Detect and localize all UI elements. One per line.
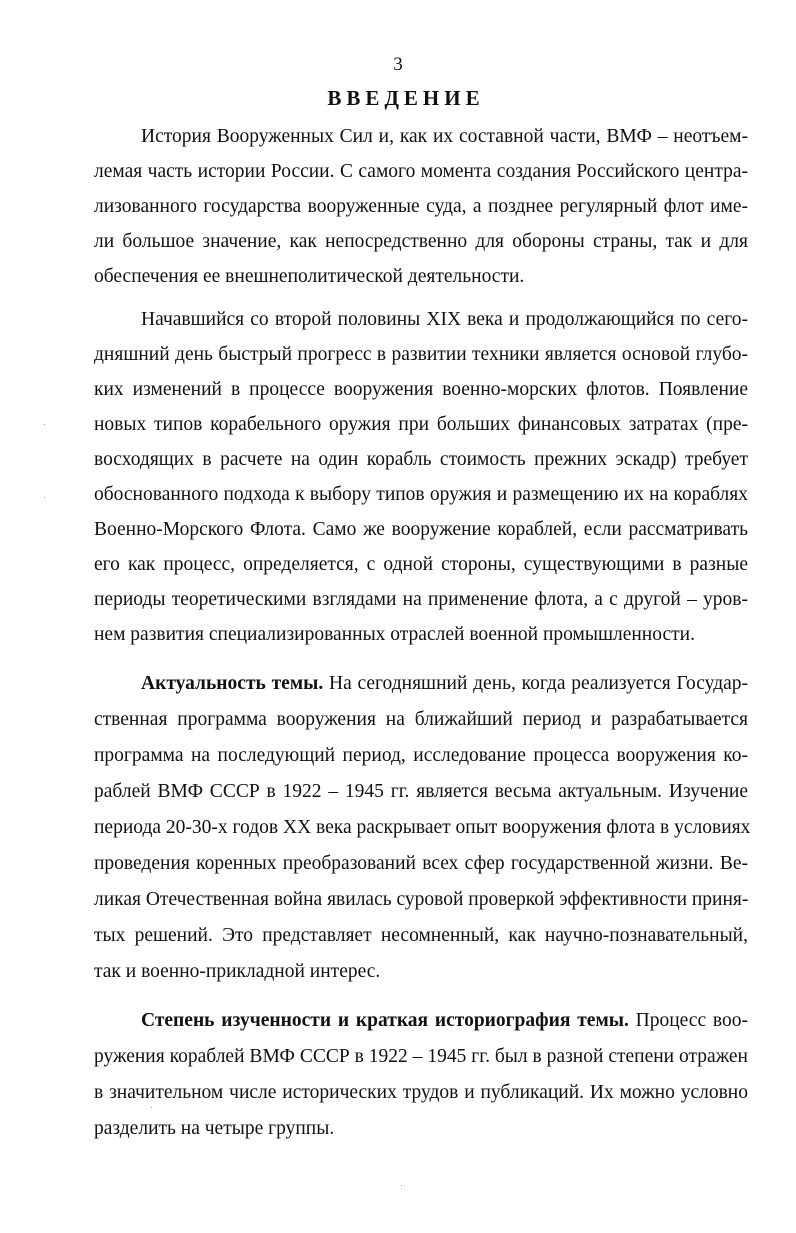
text-line: обоснованного подхода к выбору типов оружия и размещению их на кораблях <box>94 484 748 505</box>
section-heading: ВВЕДЕНИЕ <box>327 86 485 110</box>
text-line: обеспечения ее внешнеполитической деятельности. <box>94 266 525 287</box>
text-line: Степень изученности и краткая историография темы. Процесс воо- <box>141 1010 748 1031</box>
text-line: раблей ВМФ СССР в 1922 – 1945 гг. является весьма актуальным. Изучение <box>94 781 748 802</box>
text-line: Начавшийся со второй половины XIX века и продолжающийся по сего- <box>141 309 748 330</box>
text-line: тых решений. Это представляет несомненный, как научно-познавательный, <box>94 925 748 946</box>
text-line: периоды теоретическими взглядами на применение флота, а с другой – уров- <box>94 589 748 610</box>
page-number: 3 <box>393 54 403 75</box>
text-line: восходящих в расчете на один корабль стоимость прежних эскадр) требует <box>94 449 748 470</box>
text-line: лемая часть истории России. С самого момента создания Российского центра- <box>94 161 748 182</box>
bold-lead: Степень изученности и краткая историография темы. <box>141 1010 629 1031</box>
text-line: разделить на четыре группы. <box>94 1118 335 1139</box>
text-line: дняшний день быстрый прогресс в развитии техники является основой глубо- <box>94 344 748 365</box>
bold-lead: Актуальность темы. <box>141 673 324 694</box>
text-line: Военно-Морского Флота. Само же вооружение кораблей, если рассматривать <box>94 519 748 540</box>
text-line: ликая Отечественная война явилась суровой проверкой эффективности приня- <box>94 889 749 910</box>
text-line: ких изменений в процессе вооружения военно-морских флотов. Появление <box>94 379 748 400</box>
text-line: новых типов корабельного оружия при больших финансовых затратах (пре- <box>94 414 748 435</box>
text-line: в значительном числе исторических трудов и публикаций. Их можно условно <box>94 1082 748 1103</box>
text-line: так и военно-прикладной интерес. <box>94 961 381 982</box>
text-line: его как процесс, определяется, с одной стороны, существующими в разные <box>94 554 748 575</box>
text-line: ственная программа вооружения на ближайший период и разрабатывается <box>94 709 748 730</box>
text-line: программа на последующий период, исследование процесса вооружения ко- <box>94 745 748 766</box>
text-line: нем развития специализированных отраслей военной промышленности. <box>94 624 695 645</box>
text-line: История Вооруженных Сил и, как их составной части, ВМФ – неотъем- <box>141 126 748 147</box>
text-line: Актуальность темы. На сегодняшний день, когда реализуется Государ- <box>141 673 749 694</box>
text-line: лизованного государства вооруженные суда, а позднее регулярный флот име- <box>94 196 748 217</box>
text-line: ружения кораблей ВМФ СССР в 1922 – 1945 гг. был в разной степени отражен <box>94 1046 748 1067</box>
text-line: ли большое значение, как непосредственно для обороны страны, так и для <box>94 231 748 252</box>
text-line: проведения коренных преобразований всех сфер государственной жизни. Ве- <box>94 853 748 874</box>
text-line: периода 20-30-х годов XX века раскрывает опыт вооружения флота в условиях <box>94 817 751 838</box>
